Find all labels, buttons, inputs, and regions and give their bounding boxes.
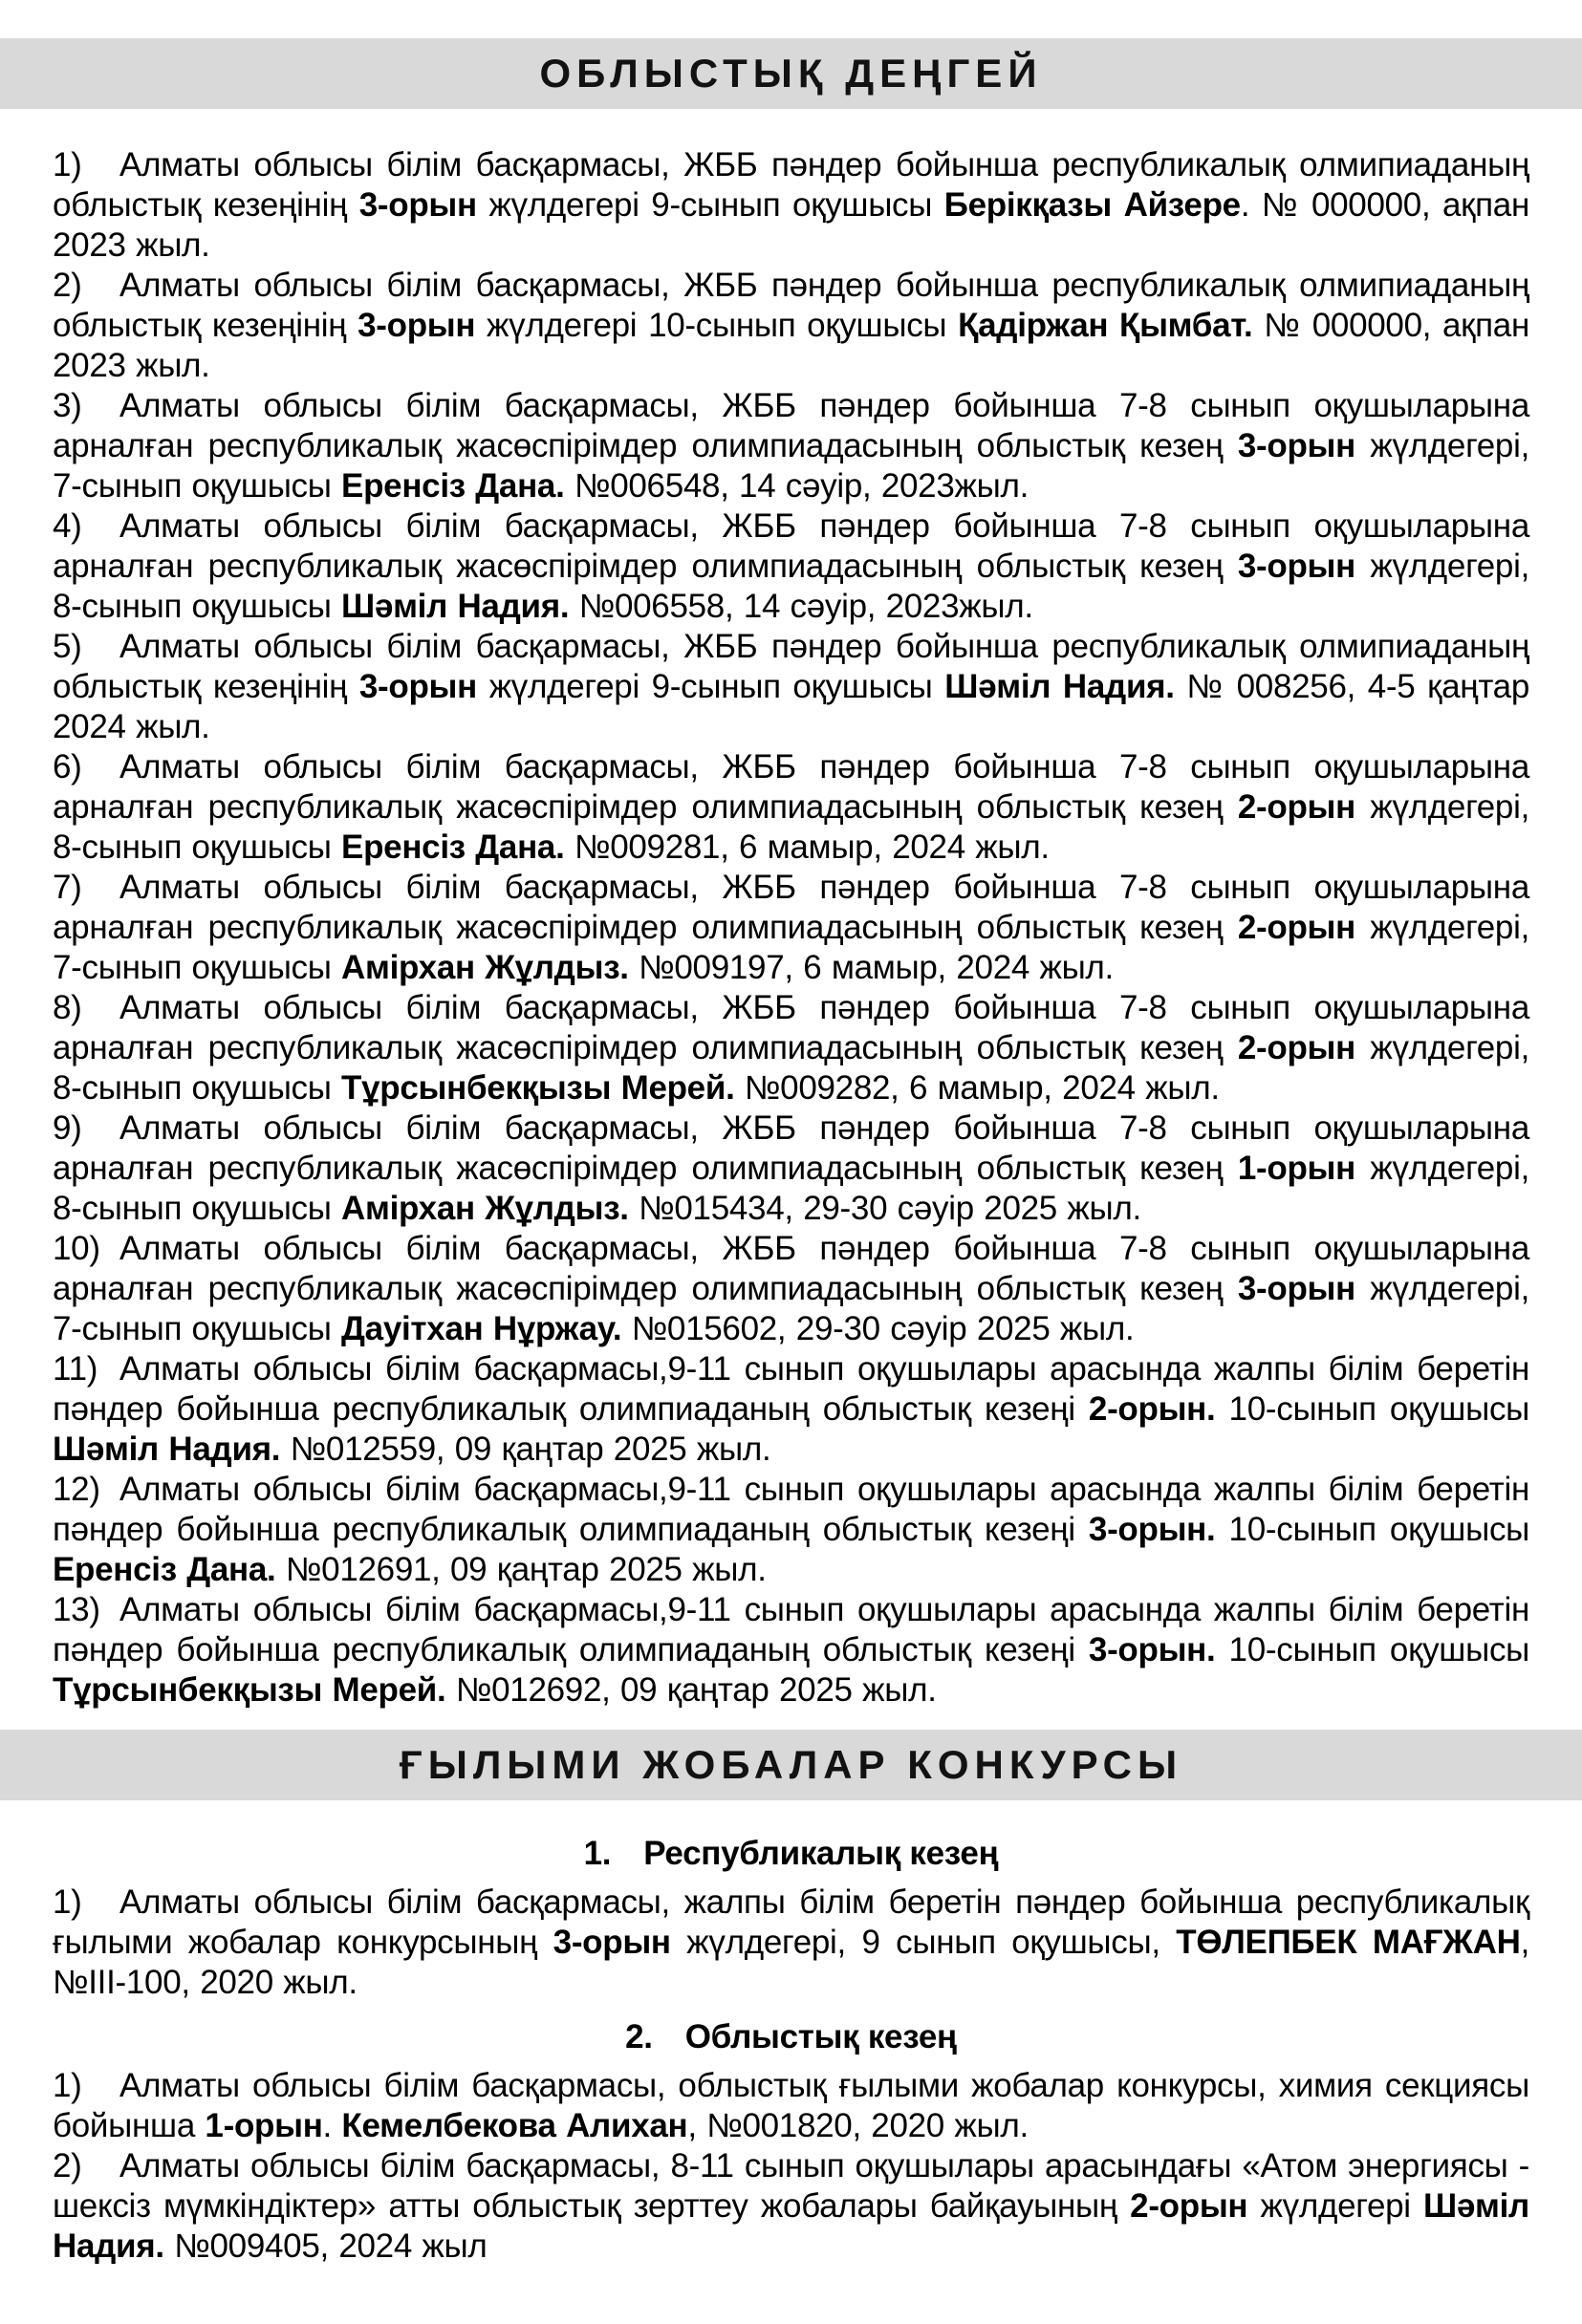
text-run: №009197, 6 мамыр, 2024 жыл. <box>628 949 1114 986</box>
text-run: №012559, 09 қаңтар 2025 жыл. <box>280 1431 771 1468</box>
item-number: 1) <box>53 146 82 183</box>
bold-text-run: 3-орын <box>1237 427 1355 464</box>
text-run: №015434, 29-30 сәуір 2025 жыл. <box>628 1190 1141 1227</box>
text-run: Алматы облысы білім басқармасы, ЖББ пәндер бойынша 7-8 сынып оқушыларына арналған республикалық жасөспірімдер олимпиадасының облыстық кезең <box>53 989 1529 1066</box>
text-run: Алматы облысы білім басқармасы, ЖББ пәндер бойынша 7-8 сынып оқушыларына арналған республикалық жасөспірімдер олимпиадасының облыстық кезең <box>53 1109 1529 1187</box>
item-number: 7) <box>53 869 82 906</box>
item-number: 8) <box>53 989 82 1026</box>
list-item <box>53 1108 1529 1229</box>
text-run: №006558, 14 сәуір, 2023жыл. <box>569 588 1033 625</box>
section-regional-banner <box>0 38 1582 109</box>
text-run: 10-сынып оқушысы <box>1215 1511 1530 1548</box>
section-projects-body <box>0 1833 1582 2324</box>
text-run: жүлдегері, 8-сынып оқушысы <box>53 1150 1529 1227</box>
text-run: №006548, 14 сәуір, 2023жыл. <box>564 467 1029 505</box>
bold-text-run: Кемелбекова Алихан <box>341 2107 688 2144</box>
section-regional-title: ОБЛЫСТЫҚ ДЕҢГЕЙ <box>539 51 1043 96</box>
text-run: Алматы облысы білім басқармасы, жалпы білім беретін пәндер бойынша республикалық ғылыми жобалар конкурсының <box>53 1883 1529 1961</box>
bold-text-run: Амірхан Жұлдыз. <box>341 949 629 986</box>
subsection-heading <box>53 2016 1529 2058</box>
text-run: Алматы облысы білім басқармасы, ЖББ пәндер бойынша 7-8 сынып оқушыларына арналған республикалық жасөспірімдер олимпиадасының облыстық кезең <box>53 507 1529 585</box>
bold-text-run: 3-орын <box>1237 548 1355 585</box>
item-number: 1) <box>53 2067 82 2104</box>
item-number: 3) <box>53 387 82 424</box>
text-run: жүлдегері, 8-сынып оқушысы <box>53 788 1529 866</box>
list-item <box>53 868 1529 988</box>
text-run: жүлдегері, 8-сынып оқушысы <box>53 1029 1529 1107</box>
list-item <box>53 988 1529 1108</box>
bold-text-run: Тұрсынбекқызы Мерей. <box>53 1671 446 1709</box>
bold-text-run: Шәміл Надия. <box>341 588 570 625</box>
section-projects-title: ҒЫЛЫМИ ЖОБАЛАР КОНКУРСЫ <box>399 1742 1183 1787</box>
list-item <box>53 145 1529 266</box>
bold-text-run: 3-орын. <box>1088 1511 1216 1548</box>
bold-text-run: 3-орын <box>358 186 477 224</box>
list-item <box>53 747 1529 868</box>
bold-text-run: Берікқазы Айзере <box>943 186 1241 224</box>
text-run: жүлдегері 9-сынып оқушысы <box>476 186 944 224</box>
item-number: 10) <box>53 1230 100 1267</box>
bold-text-run: Еренсіз Дана. <box>341 828 565 866</box>
bold-text-run: Еренсіз Дана. <box>53 1551 276 1588</box>
list-item <box>53 1470 1529 1590</box>
section-regional-body <box>0 145 1582 1711</box>
text-run: Алматы облысы білім басқармасы, ЖББ пәндер бойынша 7-8 сынып оқушыларына арналған республикалық жасөспірімдер олимпиадасының облыстық кезең <box>53 387 1529 464</box>
list-item <box>53 1590 1529 1711</box>
text-run: 10-сынып оқушысы <box>1215 1390 1530 1428</box>
text-run: № 000000, ақпан 2023 жыл. <box>53 307 1530 384</box>
text-run: , №III-100, 2020 жыл. <box>53 1924 1530 2001</box>
bold-text-run: 2-орын. <box>1088 1390 1216 1428</box>
bold-text-run: 2-орын <box>1237 909 1355 946</box>
text-run: жүлдегері <box>1247 2187 1423 2225</box>
text-run: №012692, 09 қаңтар 2025 жыл. <box>445 1671 937 1709</box>
bold-text-run: 1-орын <box>1237 1150 1355 1187</box>
text-run: Алматы облысы білім басқармасы,9-11 сынып оқушылары арасында жалпы білім беретін пәндер бойынша республикалық олимпиаданың облыстық кезеңі <box>53 1591 1529 1668</box>
text-run: Алматы облысы білім басқармасы,9-11 сынып оқушылары арасында жалпы білім беретін пәндер бойынша республикалық олимпиаданың облыстық кезеңі <box>53 1471 1529 1548</box>
text-run: №009281, 6 мамыр, 2024 жыл. <box>564 828 1050 866</box>
item-number: 13) <box>53 1591 100 1628</box>
text-run: Алматы облысы білім басқармасы, ЖББ пәндер бойынша республикалық олмипиаданың облыстық кезеңінің <box>53 146 1529 224</box>
section-projects-banner <box>0 1730 1582 1800</box>
text-run: жүлдегері 10-сынып оқушысы <box>475 307 959 344</box>
text-run: жүлдегері, 7-сынып оқушысы <box>53 427 1529 505</box>
text-run: Алматы облысы білім басқармасы, ЖББ пәндер бойынша 7-8 сынып оқушыларына арналған республикалық жасөспірімдер олимпиадасының облыстық кезең <box>53 748 1529 826</box>
item-number: 2) <box>53 2147 82 2184</box>
list-item <box>53 1883 1529 2003</box>
list-item <box>53 2146 1529 2267</box>
item-number: 9) <box>53 1109 82 1147</box>
bold-text-run: 1-орын <box>205 2107 323 2144</box>
item-number: 4) <box>53 507 82 545</box>
subsection-title: Облыстық кезең <box>684 2018 957 2055</box>
bold-text-run: 3-орын <box>358 307 476 344</box>
item-number: 11) <box>53 1350 98 1388</box>
item-number: 6) <box>53 748 82 785</box>
text-run: , №001820, 2020 жыл. <box>687 2107 1029 2144</box>
subsection-number: 1. <box>583 1835 612 1872</box>
list-item <box>53 386 1529 506</box>
text-run: Алматы облысы білім басқармасы, ЖББ пәндер бойынша 7-8 сынып оқушыларына арналған республикалық жасөспірімдер олимпиадасының облыстық кезең <box>53 869 1529 946</box>
bold-text-run: Шәміл Надия. <box>53 1431 281 1468</box>
bold-text-run: ТӨЛЕПБЕК МАҒЖАН <box>1176 1924 1521 1961</box>
bold-text-run: 3-орын. <box>1088 1631 1216 1668</box>
text-run: №009405, 2024 жыл <box>163 2227 488 2265</box>
text-run: № 008256, 4-5 қаңтар 2024 жыл. <box>53 668 1530 745</box>
list-item <box>53 266 1529 386</box>
text-run: Алматы облысы білім басқармасы, облыстық ғылыми жобалар конкурсы, химия секциясы бойынша <box>53 2067 1529 2144</box>
bold-text-run: 3-орын <box>1237 1270 1355 1307</box>
text-run: жүлдегері, 7-сынып оқушысы <box>53 1270 1529 1347</box>
list-item <box>53 1229 1529 1349</box>
text-run: №009282, 6 мамыр, 2024 жыл. <box>734 1069 1220 1107</box>
list-item <box>53 506 1529 627</box>
list-item <box>53 2066 1529 2146</box>
item-number: 12) <box>53 1471 100 1508</box>
bold-text-run: Дауітхан Нұржау. <box>341 1310 622 1347</box>
subsection-number: 2. <box>625 2018 653 2055</box>
text-run: жүлдегері 9-сынып оқушысы <box>477 668 945 705</box>
subsection-title: Республикалық кезең <box>643 1835 999 1872</box>
bold-text-run: Қадіржан Қымбат. <box>958 307 1253 344</box>
item-number: 5) <box>53 628 82 665</box>
text-run: 10-сынып оқушысы <box>1215 1631 1530 1668</box>
text-run: жүлдегері, 7-сынып оқушысы <box>53 909 1529 986</box>
text-run: №015602, 29-30 сәуір 2025 жыл. <box>621 1310 1135 1347</box>
subsection-heading <box>53 1833 1529 1875</box>
bold-text-run: 2-орын <box>1237 1029 1355 1066</box>
bold-text-run: Тұрсынбекқызы Мерей. <box>341 1069 735 1107</box>
item-number: 2) <box>53 267 82 304</box>
list-item <box>53 1349 1529 1470</box>
text-run: Алматы облысы білім басқармасы, 8-11 сынып оқушылары арасындағы «Атом энергиясы - шексіз мүмкіндіктер» атты облыстық зерттеу жобалары байқауының <box>53 2147 1529 2225</box>
text-run: жүлдегері, 8-сынып оқушысы <box>53 548 1529 625</box>
text-run: Алматы облысы білім басқармасы, ЖББ пәндер бойынша республикалық олмипиаданың облыстық кезеңінің <box>53 267 1529 344</box>
list-item <box>53 627 1529 747</box>
bold-text-run: Шәміл Надия. <box>53 2187 1529 2265</box>
bold-text-run: Амірхан Жұлдыз. <box>341 1190 629 1227</box>
text-run: Алматы облысы білім басқармасы,9-11 сынып оқушылары арасында жалпы білім беретін пәндер бойынша республикалық олимпиаданың облыстық кезеңі <box>53 1350 1529 1428</box>
bold-text-run: Шәміл Надия. <box>944 668 1175 705</box>
bold-text-run: 2-орын <box>1237 788 1355 826</box>
bold-text-run: 2-орын <box>1130 2187 1248 2225</box>
text-run: Алматы облысы білім басқармасы, ЖББ пәндер бойынша 7-8 сынып оқушыларына арналған республикалық жасөспірімдер олимпиадасының облыстық кезең <box>53 1230 1529 1307</box>
text-run: . № 000000, ақпан 2023 жыл. <box>53 186 1530 264</box>
text-run: жүлдегері, 9 сынып оқушысы, <box>670 1924 1177 1961</box>
bold-text-run: 3-орын <box>553 1924 671 1961</box>
bold-text-run: Еренсіз Дана. <box>341 467 565 505</box>
text-run: №012691, 09 қаңтар 2025 жыл. <box>275 1551 767 1588</box>
text-run: . <box>322 2107 342 2144</box>
text-run: Алматы облысы білім басқармасы, ЖББ пәндер бойынша республикалық олмипиаданың облыстық кезеңінің <box>53 628 1529 705</box>
bold-text-run: 3-орын <box>358 668 477 705</box>
item-number: 1) <box>53 1883 82 1921</box>
